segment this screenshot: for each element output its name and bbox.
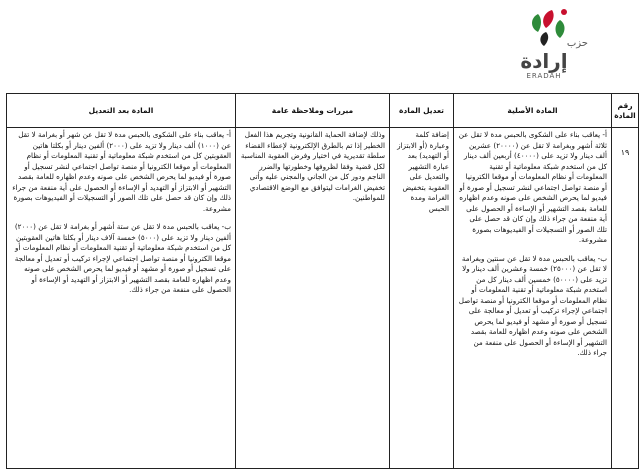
- justification-cell: وذلك لإضافة الحماية القانونية وتجريم هذا الفعل الخطير إذا تم بالطرق الإلكترونية لإعطاء القضاء سلطة تقديرية في اختيار وفرض العقوبة المناسبة لكل قضية وفقا لظروفها وخطورتها والضرر الناجم ودور كل من الجاني والمجني عليه وأتى تخفيض الغرامات ليتوافق مع الوضع الاقتصادي للمواطنين.: [236, 128, 390, 469]
- header-original-article: المادة الأصلية: [454, 94, 612, 128]
- party-logo: [494, 4, 594, 90]
- logo-latin: ERADAH: [526, 72, 562, 80]
- header-article-number: رقم المادة: [612, 94, 639, 128]
- after-clause-b: ب- يعاقب بالحبس مدة لا تقل عن ستة أشهر أو بغرامة لا تقل عن (٢٠٠٠) ألفين دينار ولا تزيد على (٥٠٠٠) خمسة آلاف دينار أو بكلتا هاتين العقوبتين كل من استخدم شبكة معلوماتية أو تقنية المعلومات أو نظام المعلومات أو موقعا الكترونيا أو منصة تواصل اجتماعي لإجراء تركيب أو تعديل أو معالجة على تسجيل أو صورة أو مشهد أو فيديو لما يحرص الشخص على صونه وعدم اظهاره للعامة بقصد التشهير أو الابتزاز أو التهديد أو الإساءة أو الحصول على منفعة من جراء ذلك.: [14, 222, 231, 294]
- header-justification: مبررات وملاحظة عامة: [236, 94, 390, 128]
- table-row: [7, 128, 639, 469]
- amendment-cell: إضافة كلمة وعبارة (أو الابتزاز أو التهديد) بعد عبارة التشهير والتعديل على العقوبة بتخفيض الغرامة ومدة الحبس: [390, 128, 454, 469]
- table-header-row: [7, 94, 639, 128]
- logo-name: إرادة: [520, 49, 568, 73]
- original-clause-b: ب- يعاقب بالحبس مدة لا تقل عن سنتين وبغرامة لا تقل عن (٢٥٠٠٠) خمسة وعشرين ألف دينار ولا تزيد على (٥٠٠٠٠) خمسين ألف دينار كل من استخدم شبكة معلوماتية أو تقنية المعلومات أو نظام المعلومات أو موقعا الكترونيا أو منصة تواصل اجتماعي لإجراء تركيب أو تعديل أو معالجة على تسجيل أو صورة أو مشهد أو فيديو لما يحرص الشخص على صونه وعدم اظهاره للعامة بقصد التشهير أو الإساءة أو الحصول على منفعة من جراء ذلك.: [458, 253, 607, 357]
- original-article-cell: [454, 128, 612, 469]
- header-amendment: تعديل المادة: [390, 94, 454, 128]
- after-clause-a: أ- يعاقب بناء على الشكوى بالحبس مدة لا تقل عن شهر أو بغرامة لا تقل عن (١٠٠٠) ألف دينار ولا تزيد على (٢٠٠٠) ألفين دينار أو بكلتا هاتين العقوبتين كل من استخدم شبكة معلوماتية أو تقنية المعلومات أو نظام المعلومات أو موقعا الكترونيا أو منصة تواصل اجتماعي لنشر تسجيل أو صورة أو فيديو لما يحرص الشخص على صونه وعدم اظهاره للعامة بقصد التشهير أو الابتزاز أو التهديد أو الإساءة أو الحصول على أية منفعة من جراء ذلك وإن كان قد حصل على تلك الصور أو التسجيلات أو الفيديوهات بصورة مشروعة.: [12, 130, 231, 213]
- header-article-after: المادة بعد التعديل: [7, 94, 236, 128]
- after-article-cell: [7, 128, 236, 469]
- article-number: ١٩: [612, 128, 639, 469]
- original-clause-a: أ- يعاقب بناء على الشكوى بالحبس مدة لا تقل عن ثلاثة أشهر وبغرامة لا تقل عن (٢٠٠٠٠) عشرين ألف دينار ولا تزيد على (٤٠٠٠٠) أربعين ألف دينار كل من استخدم شبكة معلوماتية أو تقنية المعلومات أو نظام المعلومات أو موقعا الكترونيا أو منصة تواصل اجتماعي لنشر تسجيل أو صورة أو فيديو لما يحرص الشخص على صونه وعدم اظهاره للعامة بقصد التشهير أو الإساءة أو الحصول على أية منفعة من جراء ذلك وإن كان قد حصل على تلك الصور أو التسجيلات أو الفيديوهات بصورة مشروعة.: [458, 130, 607, 244]
- amendments-table: [6, 93, 639, 469]
- logo-hizb-text: حزب: [566, 38, 588, 49]
